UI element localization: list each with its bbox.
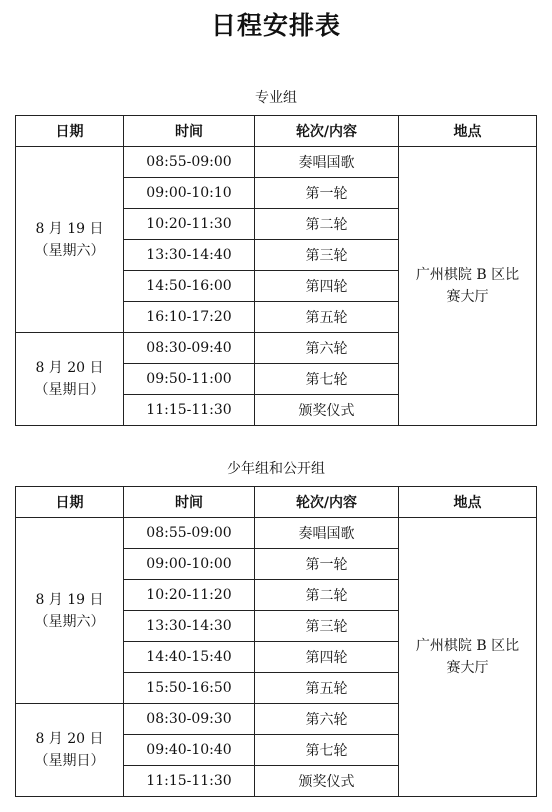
time-cell: 11:15-11:30 (124, 766, 255, 797)
header-row (16, 487, 537, 518)
header-venue: 地点 (399, 116, 537, 147)
round-cell: 奏唱国歌 (255, 518, 399, 549)
round-cell: 第三轮 (255, 611, 399, 642)
time-cell: 08:30-09:30 (124, 704, 255, 735)
time-cell: 13:30-14:30 (124, 611, 255, 642)
round-cell: 第六轮 (255, 704, 399, 735)
venue-line: 赛大厅 (446, 660, 489, 676)
time-cell: 08:55-09:00 (124, 518, 255, 549)
time-cell: 09:00-10:00 (124, 549, 255, 580)
date-text: 8 月 19 日 (35, 591, 104, 608)
weekday-text: （星期日） (34, 753, 105, 769)
round-cell: 第一轮 (255, 549, 399, 580)
time-cell: 11:15-11:30 (124, 395, 255, 426)
header-row (16, 116, 537, 147)
time-cell: 10:20-11:30 (124, 209, 255, 240)
round-cell: 颁奖仪式 (255, 766, 399, 797)
round-cell: 第五轮 (255, 302, 399, 333)
venue-line: 赛大厅 (446, 289, 489, 305)
weekday-text: （星期日） (34, 382, 105, 398)
round-cell: 第四轮 (255, 271, 399, 302)
time-cell: 14:40-15:40 (124, 642, 255, 673)
round-cell: 第二轮 (255, 580, 399, 611)
round-cell: 第七轮 (255, 364, 399, 395)
header-date: 日期 (16, 116, 124, 147)
time-cell: 14:50-16:00 (124, 271, 255, 302)
time-cell: 08:30-09:40 (124, 333, 255, 364)
table-row (16, 147, 537, 178)
table-row (16, 518, 537, 549)
time-cell: 08:55-09:00 (124, 147, 255, 178)
weekday-text: （星期六） (34, 613, 105, 630)
round-cell: 第一轮 (255, 178, 399, 209)
time-cell: 16:10-17:20 (124, 302, 255, 333)
time-cell: 09:00-10:10 (124, 178, 255, 209)
schedule-table-professional (15, 115, 537, 426)
round-cell: 第四轮 (255, 642, 399, 673)
date-cell (16, 333, 124, 426)
round-cell: 第五轮 (255, 673, 399, 704)
date-cell (16, 518, 124, 704)
venue-line: 广州棋院 B 区比 (415, 638, 520, 654)
section-title-professional: 专业组 (255, 90, 297, 106)
round-cell: 奏唱国歌 (255, 147, 399, 178)
header-time: 时间 (124, 487, 255, 518)
header-time: 时间 (124, 116, 255, 147)
round-cell: 颁奖仪式 (255, 395, 399, 426)
header-round: 轮次/内容 (255, 116, 399, 147)
date-text: 8 月 19 日 (35, 220, 104, 237)
venue-cell (399, 147, 537, 426)
time-cell: 10:20-11:20 (124, 580, 255, 611)
section-title-youth-open: 少年组和公开组 (227, 461, 325, 477)
weekday-text: （星期六） (34, 242, 105, 259)
date-cell (16, 147, 124, 333)
round-cell: 第六轮 (255, 333, 399, 364)
header-date: 日期 (16, 487, 124, 518)
time-cell: 15:50-16:50 (124, 673, 255, 704)
venue-line: 广州棋院 B 区比 (415, 267, 520, 283)
venue-cell (399, 518, 537, 797)
schedule-table-youth-open (15, 486, 537, 797)
time-cell: 13:30-14:40 (124, 240, 255, 271)
round-cell: 第二轮 (255, 209, 399, 240)
header-round: 轮次/内容 (255, 487, 399, 518)
header-venue: 地点 (399, 487, 537, 518)
page-title: 日程安排表 (210, 11, 341, 40)
round-cell: 第七轮 (255, 735, 399, 766)
round-cell: 第三轮 (255, 240, 399, 271)
date-text: 8 月 20 日 (35, 731, 104, 747)
time-cell: 09:40-10:40 (124, 735, 255, 766)
date-cell (16, 704, 124, 797)
time-cell: 09:50-11:00 (124, 364, 255, 395)
date-text: 8 月 20 日 (35, 360, 104, 376)
